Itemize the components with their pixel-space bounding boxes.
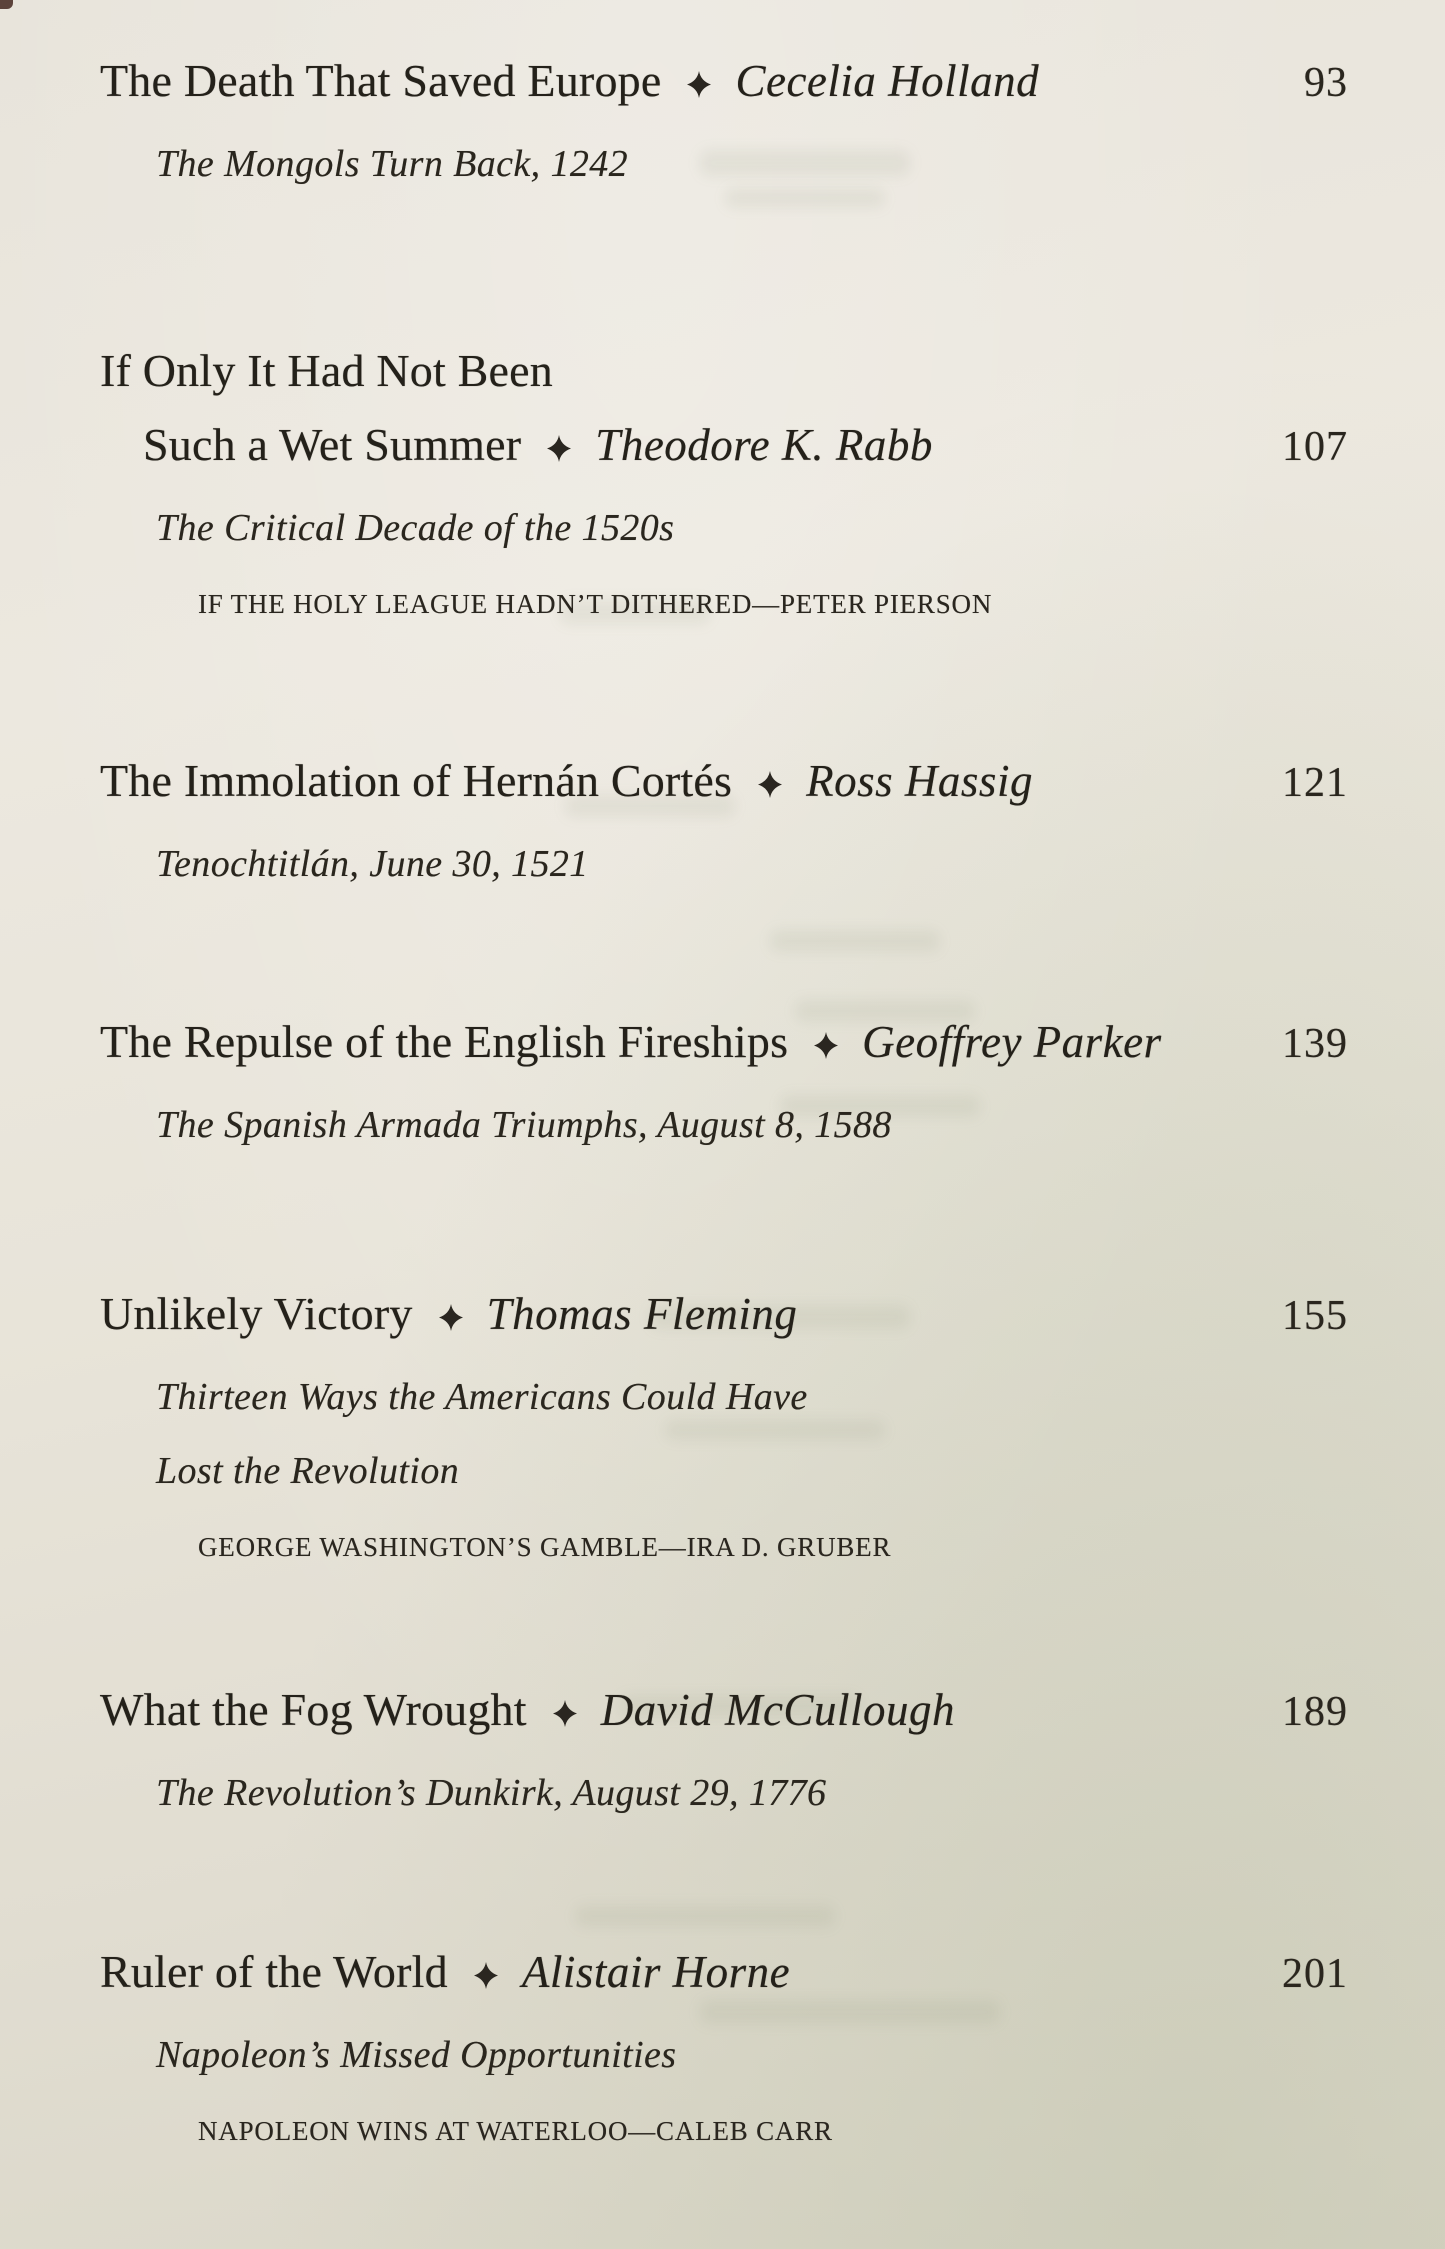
showthrough-smudge bbox=[770, 930, 940, 952]
diamond-icon bbox=[474, 1962, 498, 1989]
entry-author: Geoffrey Parker bbox=[862, 1017, 1162, 1067]
entry-title-line bbox=[100, 1684, 1445, 1736]
page-corner-mark bbox=[0, 0, 13, 9]
showthrough-smudge bbox=[725, 188, 885, 208]
entry-subtitle: Thirteen Ways the Americans Could Have bbox=[156, 1376, 808, 1418]
entry-title: Unlikely Victory bbox=[100, 1288, 413, 1339]
entry-author: David McCullough bbox=[600, 1685, 955, 1735]
diamond-icon bbox=[553, 1700, 577, 1727]
toc-entry bbox=[0, 1684, 1445, 1816]
diamond-icon bbox=[814, 1032, 838, 1059]
entry-title: What the Fog Wrought bbox=[100, 1684, 527, 1735]
entry-page-number: 189 bbox=[1282, 1689, 1348, 1735]
entry-subtitle: The Spanish Armada Triumphs, August 8, 1588 bbox=[156, 1104, 892, 1146]
entry-subentry: NAPOLEON WINS AT WATERLOO—CALEB CARR bbox=[198, 2116, 833, 2146]
entry-author: Ross Hassig bbox=[806, 756, 1033, 806]
entry-title: The Immolation of Hernán Cortés bbox=[100, 755, 733, 806]
showthrough-smudge bbox=[575, 1905, 835, 1927]
entry-title-line bbox=[100, 55, 1445, 107]
entry-page-number: 155 bbox=[1282, 1293, 1348, 1339]
entry-title-line bbox=[100, 1946, 1445, 1998]
entry-subtitle: The Critical Decade of the 1520s bbox=[156, 507, 675, 549]
entry-title: Such a Wet Summer bbox=[143, 419, 522, 470]
toc-entry bbox=[0, 55, 1445, 187]
entry-page-number: 139 bbox=[1282, 1021, 1348, 1067]
entry-title: The Repulse of the English Fireships bbox=[100, 1016, 789, 1067]
entry-author: Cecelia Holland bbox=[735, 56, 1040, 106]
entry-subtitle: The Mongols Turn Back, 1242 bbox=[156, 143, 629, 185]
entry-subtitle: Napoleon’s Missed Opportunities bbox=[156, 2034, 677, 2076]
diamond-icon bbox=[687, 71, 711, 98]
entry-subtitle: Lost the Revolution bbox=[156, 1450, 460, 1492]
entry-title-line bbox=[100, 419, 1445, 471]
diamond-icon bbox=[758, 771, 782, 798]
toc-entry bbox=[0, 1288, 1445, 1564]
entry-author: Theodore K. Rabb bbox=[595, 420, 933, 470]
toc-entry bbox=[0, 345, 1445, 621]
entry-page-number: 93 bbox=[1304, 60, 1348, 106]
entry-title-line bbox=[100, 755, 1445, 807]
entry-page-number: 121 bbox=[1282, 760, 1348, 806]
entry-page-number: 201 bbox=[1282, 1951, 1348, 1997]
entry-title: The Death That Saved Europe bbox=[100, 55, 662, 106]
entry-title: Ruler of the World bbox=[100, 1946, 448, 1997]
toc-entry bbox=[0, 755, 1445, 887]
entry-author: Alistair Horne bbox=[521, 1947, 791, 1997]
entry-title: If Only It Had Not Been bbox=[100, 345, 553, 396]
entry-subentry: GEORGE WASHINGTON’S GAMBLE—IRA D. GRUBER bbox=[198, 1532, 892, 1562]
entry-subtitle: The Revolution’s Dunkirk, August 29, 1776 bbox=[156, 1772, 827, 1814]
toc-entry bbox=[0, 1946, 1445, 2148]
entry-title-line bbox=[100, 1288, 1445, 1340]
entry-subtitle: Tenochtitlán, June 30, 1521 bbox=[156, 843, 589, 885]
entry-title-line bbox=[100, 1016, 1445, 1068]
diamond-icon bbox=[547, 435, 571, 462]
toc-entry bbox=[0, 1016, 1445, 1148]
entry-page-number: 107 bbox=[1282, 424, 1348, 470]
diamond-icon bbox=[439, 1304, 463, 1331]
entry-subentry: IF THE HOLY LEAGUE HADN’T DITHERED—PETER PIERSON bbox=[198, 589, 993, 619]
entry-title-line bbox=[100, 345, 1445, 397]
entry-author: Thomas Fleming bbox=[486, 1289, 798, 1339]
